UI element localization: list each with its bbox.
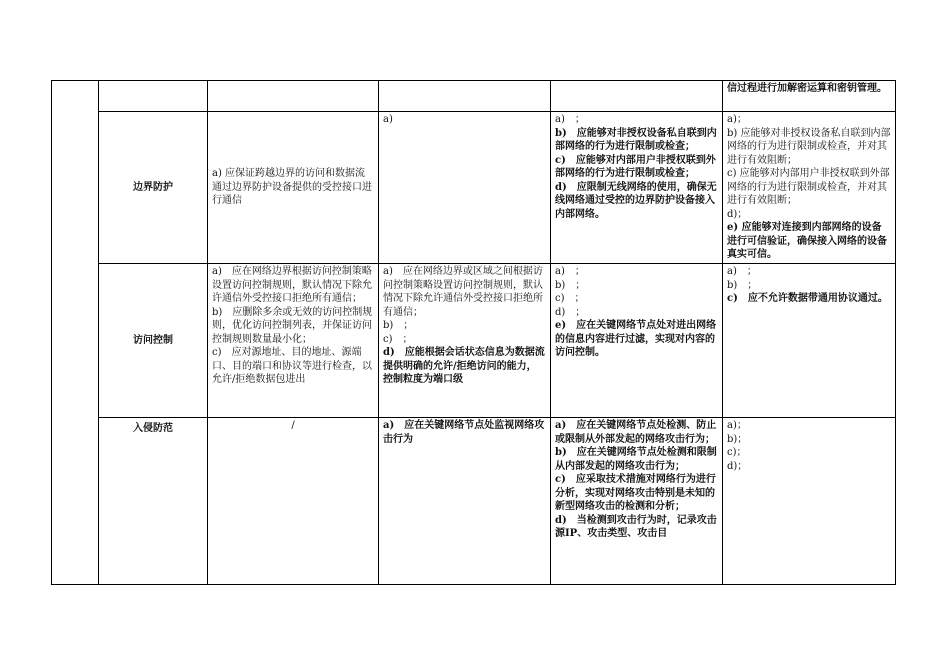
requirement-item: a) 应在关键网络节点处检测、防止或限制从外部发起的网络攻击行为； bbox=[555, 420, 717, 445]
level2-cell bbox=[379, 81, 551, 112]
level2-cell bbox=[379, 418, 551, 585]
requirement-item: a) ； bbox=[555, 114, 585, 125]
requirement-item: b)； bbox=[727, 433, 748, 445]
requirement-item: b) 应能够对非授权设备私自联到内部网络的行为进行限制或检查； bbox=[555, 127, 717, 152]
requirement-item: b) ； bbox=[727, 279, 758, 291]
requirement-item: d) 应能根据会话状态信息为数据流提供明确的允许/拒绝访问的能力，控制粒度为端口级 bbox=[383, 347, 545, 385]
security-requirements-table bbox=[51, 80, 896, 585]
requirement-item: b) 应在关键网络节点处检测和限制从内部发起的网络攻击行为； bbox=[555, 447, 717, 472]
requirement-item: c)； bbox=[727, 447, 747, 458]
requirement-item: d) ； bbox=[555, 306, 586, 318]
requirement-item: c) 应对源地址、目的地址、源端口、目的端口和协议等进行检查，以允许/拒绝数据包进出 bbox=[212, 347, 372, 385]
table-row bbox=[52, 418, 896, 585]
level3-cell bbox=[551, 112, 723, 264]
level1-cell bbox=[208, 112, 379, 264]
requirement-item: a) 应在网络边界或区域之间根据访问控制策略设置访问控制规则，默认情况下除允许通信外受控接口拒绝所有通信； bbox=[383, 266, 543, 318]
requirement-item: b) 应删除多余或无效的访问控制规则，优化访问控制列表，并保证访问控制规则数量最小化； bbox=[212, 306, 373, 345]
category-cell: 入侵防范 bbox=[99, 418, 208, 585]
requirement-item: a) 应保证跨越边界的访问和数据流通过边界防护设备提供的受控接口进行通信 bbox=[212, 168, 372, 207]
category-cell: 边界防护 bbox=[99, 112, 208, 264]
requirement-item: a)； bbox=[727, 420, 747, 431]
requirement-item: c) 应能够对内部用户非授权联到外部网络的行为进行限制或检查，并对其进行有效阻断； bbox=[727, 168, 890, 206]
level3-cell bbox=[551, 81, 723, 112]
level4-cell bbox=[723, 418, 896, 585]
requirement-item: e) 应能够对连接到内部网络的设备进行可信验证，确保接入网络的设备真实可信。 bbox=[727, 222, 887, 260]
requirement-item: d) 应限制无线网络的使用，确保无线网络通过受控的边界防护设备接入内部网络。 bbox=[555, 181, 717, 220]
level1-cell bbox=[208, 264, 379, 418]
category-cell bbox=[99, 81, 208, 112]
level3-cell bbox=[551, 264, 723, 418]
level2-cell bbox=[379, 264, 551, 418]
requirement-item: a) 应在网络边界根据访问控制策略设置访问控制规则，默认情况下除允许通信外受控接口拒绝所有通信； bbox=[212, 266, 372, 304]
requirement-item: c) ； bbox=[383, 333, 413, 345]
table-row bbox=[52, 112, 896, 264]
level4-cell bbox=[723, 112, 896, 264]
requirement-item: d) 当检测到攻击行为时，记录攻击源IP、攻击类型、攻击目 bbox=[555, 514, 717, 539]
requirement-item: a) bbox=[383, 114, 393, 125]
table-row bbox=[52, 81, 896, 112]
level4-cell bbox=[723, 264, 896, 418]
requirement-item: c) 应能够对内部用户非授权联到外部网络的行为进行限制或检查； bbox=[555, 154, 716, 179]
requirement-item: d)； bbox=[727, 208, 748, 220]
requirement-item: b) ； bbox=[383, 320, 414, 331]
level1-cell bbox=[208, 418, 379, 585]
requirement-item: e) 应在关键网络节点处对进出网络的信息内容进行过滤，实现对内容的访问控制。 bbox=[555, 320, 717, 358]
requirement-item: / bbox=[291, 420, 295, 431]
requirement-item: a) ； bbox=[727, 266, 757, 277]
requirement-item: c) 应采取技术措施对网络行为进行分析，实现对网络攻击特别是未知的新型网络攻击的检测和分析； bbox=[555, 474, 716, 512]
section-cell bbox=[52, 81, 99, 585]
requirement-item: a) ； bbox=[555, 266, 585, 277]
category-cell: 访问控制 bbox=[99, 264, 208, 418]
requirement-item: a)； bbox=[727, 114, 747, 125]
requirement-item: c) ； bbox=[555, 293, 585, 304]
level3-cell bbox=[551, 418, 723, 585]
requirement-item: c) 应不允许数据带通用协议通过。 bbox=[727, 293, 888, 304]
level1-cell bbox=[208, 81, 379, 112]
requirement-item: b) 应能够对非授权设备私自联到内部网络的行为进行限制或检查，并对其进行有效阻断； bbox=[727, 127, 891, 166]
requirement-item: d)； bbox=[727, 460, 748, 472]
requirement-item: 信过程进行加解密运算和密钥管理。 bbox=[727, 83, 887, 94]
requirement-item: a) 应在关键网络节点处监视网络攻击行为 bbox=[383, 420, 545, 445]
table-row bbox=[52, 264, 896, 418]
requirement-item: b) ； bbox=[555, 279, 586, 291]
level2-cell bbox=[379, 112, 551, 264]
level4-cell bbox=[723, 81, 896, 112]
